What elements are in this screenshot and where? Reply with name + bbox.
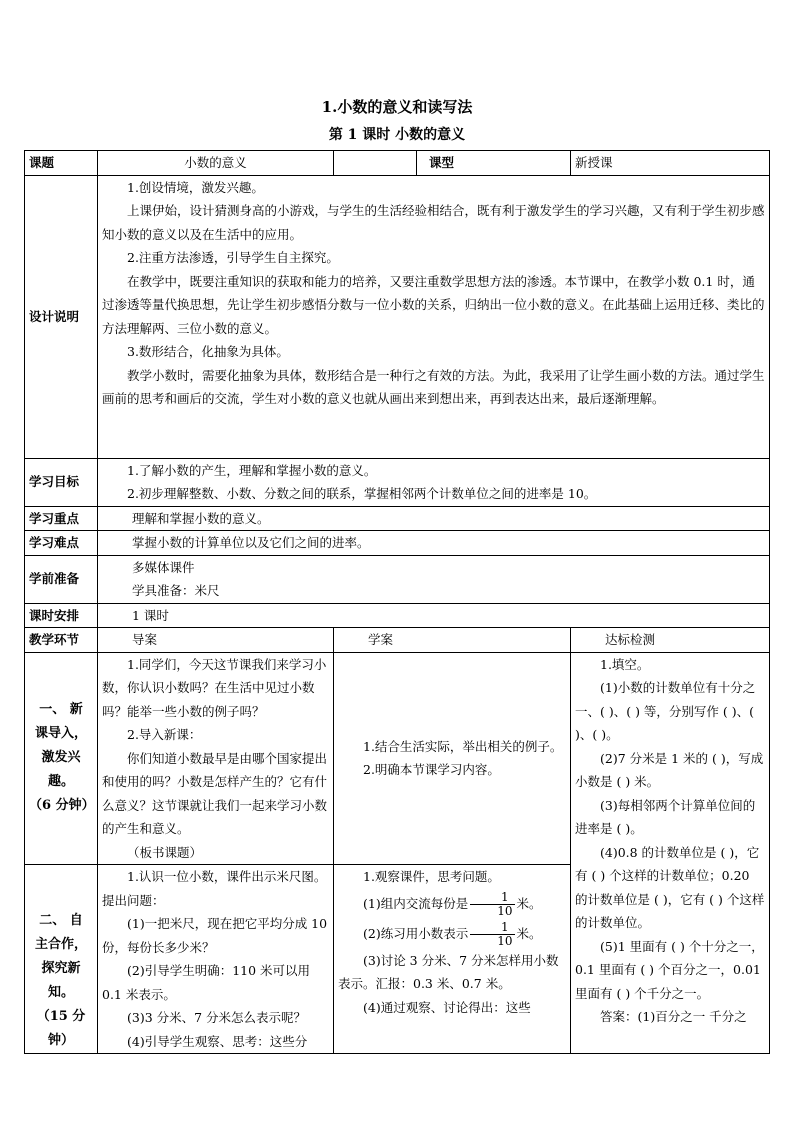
check-item: (5)1 里面有 ( ) 个十分之一，0.1 里面有 ( ) 个百分之一，0.01 里面有 ( ) 个千分之一。 xyxy=(575,938,764,1001)
type-label-spacer xyxy=(334,151,417,176)
study-text: 米。 xyxy=(516,895,542,911)
design-paragraph: 教学小数时，需要化抽象为具体，数形结合是一种行之有效的方法。为此，我采用了让学生画小数的方法。通过学生画前的思考和画后的交流，学生对小数的意义也就从画出来到想出来，再到表达出来，最后逐渐理解。 xyxy=(102,367,765,406)
topic-row xyxy=(25,151,770,176)
section1-study xyxy=(334,652,571,865)
type-label: 课型 xyxy=(417,151,571,176)
prep-content xyxy=(98,555,770,603)
difficulty-value: 掌握小数的计算单位以及它们之间的进率。 xyxy=(98,531,770,556)
design-paragraph: 上课伊始，设计猜测身高的小游戏，与学生的生活经验相结合，既有利于激发学生的学习兴趣，又有利于学生初步感知小数的意义以及在生活中的应用。 xyxy=(102,203,765,242)
guide-item: (2)引导学生明确：110 米可以用 0.1 米表示。 xyxy=(102,963,311,1002)
guide-item: (1)一把米尺，现在把它平均分成 10 份，每份长多少米？ xyxy=(102,916,328,955)
fraction-one-tenth xyxy=(470,921,514,948)
check-item: (3)每相邻两个计算单位间的进率是 ( )。 xyxy=(575,797,756,836)
guide-item: (3)3 分米、7 分米怎么表示呢？ xyxy=(127,1010,307,1025)
difficulty-label: 学习难点 xyxy=(25,531,98,556)
guide-item: （板书课题） xyxy=(127,844,203,860)
study-item: (3)讨论 3 分米、7 分米怎样用小数表示。汇报：0.3 米、0.7 米。 xyxy=(338,952,559,991)
study-item: 2.明确本节课学习内容。 xyxy=(363,762,500,778)
key-point-value: 理解和掌握小数的意义。 xyxy=(98,506,770,531)
guide-item: 1.认识一位小数，课件出示米尺图。提出问题： xyxy=(102,869,327,908)
fraction-denominator: 10 xyxy=(497,903,513,918)
document-subtitle: 第 1 课时 小数的意义 xyxy=(328,127,466,143)
guide-column-header: 导案 xyxy=(98,628,334,653)
fraction-denominator: 10 xyxy=(497,933,513,948)
section1-label-line: （6 分钟） xyxy=(29,798,95,814)
topic-label: 课题 xyxy=(25,151,98,176)
design-label: 设计说明 xyxy=(25,175,98,458)
study-text: 米。 xyxy=(516,925,542,941)
guide-item: 2.导入新课： xyxy=(127,727,202,742)
check-answer: 答案：(1)百分之一 千分之 xyxy=(600,1009,747,1024)
goals-label: 学习目标 xyxy=(25,458,98,506)
prep-row xyxy=(25,555,770,603)
topic-value: 小数的意义 xyxy=(98,151,334,176)
section1-label-line: 激发兴趣。 xyxy=(41,750,81,790)
design-paragraph: 3.数形结合，化抽象为具体。 xyxy=(127,344,289,359)
section2-study xyxy=(334,865,571,1054)
section1-label-line: 一、 新 xyxy=(39,702,83,718)
design-content xyxy=(98,175,770,458)
guide-item: (4)引导学生观察、思考：这些分 xyxy=(127,1033,308,1049)
study-item: 1.结合生活实际，举出相关的例子。 xyxy=(363,738,563,754)
study-text: (1)组内交流每份是 xyxy=(363,895,469,911)
key-point-row xyxy=(25,506,770,531)
key-point-label: 学习重点 xyxy=(25,506,98,531)
schedule-label: 课时安排 xyxy=(25,603,98,628)
check-item: (4)0.8 的计数单位是 ( )，它有 ( ) 个这样的计数单位；0.20 的计数单位是 ( )，它有 ( ) 个这样的计数单位。 xyxy=(575,844,765,930)
document-title: 1.小数的意义和读写法 xyxy=(321,98,473,116)
fraction-numerator: 1 xyxy=(470,891,514,905)
fraction-numerator: 1 xyxy=(470,921,514,935)
schedule-row xyxy=(25,603,770,628)
prep-label: 学前准备 xyxy=(25,555,98,603)
prep-line: 多媒体课件 xyxy=(132,559,195,575)
check-item: 1.填空。 xyxy=(600,656,650,672)
process-label: 教学环节 xyxy=(25,628,98,653)
section2-label-line: （15 分钟） xyxy=(36,1009,86,1048)
study-text: (2)练习用小数表示 xyxy=(363,925,469,941)
section1-label-line: 课导入， xyxy=(34,726,87,742)
section1-label xyxy=(25,652,98,865)
design-paragraph: 2.注重方法渗透，引导学生自主探究。 xyxy=(127,250,339,265)
goal-item: 1.了解小数的产生，理解和掌握小数的意义。 xyxy=(127,462,377,478)
fraction-one-tenth xyxy=(470,891,514,918)
section2-label xyxy=(25,865,98,1054)
process-header-row xyxy=(25,628,770,653)
prep-line: 学具准备：米尺 xyxy=(132,583,220,598)
section2-label-line: 主合作， xyxy=(34,937,87,952)
study-item: (4)通过观察、讨论得出：这些 xyxy=(363,999,531,1015)
check-column-header: 达标检测 xyxy=(571,628,770,653)
check-column xyxy=(571,652,770,1054)
section1-guide xyxy=(98,652,334,865)
difficulty-row xyxy=(25,531,770,556)
section2-label-line: 探究新知。 xyxy=(41,961,81,1000)
type-value: 新授课 xyxy=(571,151,770,176)
check-item: (1)小数的计数单位有十分之一、( )、( ) 等，分别写作 ( )、( )、( )。 xyxy=(575,680,756,742)
lesson-plan-table xyxy=(24,150,770,1054)
design-paragraph: 1.创设情境，激发兴趣。 xyxy=(127,179,264,195)
section2-label-line: 二、 自 xyxy=(39,913,83,928)
schedule-value: 1 课时 xyxy=(98,603,770,628)
design-row xyxy=(25,175,770,458)
guide-item: 1.同学们，今天这节课我们来学习小数，你认识小数吗？在生活中见过小数吗？能举一些小数的例子吗？ xyxy=(102,656,327,719)
design-paragraph: 在教学中，既要注重知识的获取和能力的培养，又要注重数学思想方法的渗透。本节课中，在教学小数 0.1 时，通过渗透等量代换思想，先让学生初步感悟分数与一位小数的关系，归纳出一位小数的意义。在此基础上运用迁移、类比的方法理解两、三位小数的意义。 xyxy=(102,273,765,336)
goals-content xyxy=(98,458,770,506)
study-item xyxy=(338,919,566,949)
section2-guide xyxy=(98,865,334,1054)
study-column-header: 学案 xyxy=(334,628,571,653)
goal-item: 2.初步理解整数、小数、分数之间的联系，掌握相邻两个计数单位之间的进率是 10。 xyxy=(127,486,597,501)
check-item: (2)7 分米是 1 米的 ( )，写成小数是 ( ) 米。 xyxy=(575,750,764,789)
goals-row xyxy=(25,458,770,506)
study-item xyxy=(338,889,566,919)
section1-row xyxy=(25,652,770,865)
guide-item: 你们知道小数最早是由哪个国家提出和使用的吗？小数是怎样产生的？它有什么意义？这节课就让我们一起来学习小数的产生和意义。 xyxy=(102,750,328,836)
study-item: 1.观察课件，思考问题。 xyxy=(363,869,500,884)
